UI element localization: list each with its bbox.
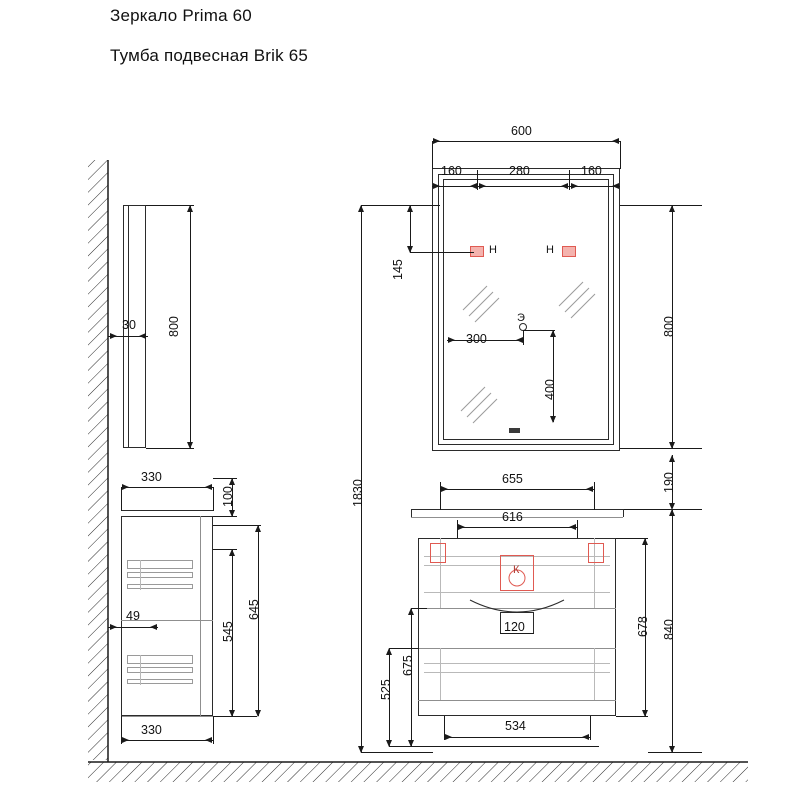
dim-cabinet-countertop-width: 655 [502, 472, 523, 486]
dim-616-arrow-r [569, 524, 576, 530]
page-title-line2: Тумба подвесная Brik 65 [110, 46, 309, 65]
dim-cabinet-siphon-width: 120 [504, 620, 525, 634]
dim-534-ext-r [590, 716, 591, 740]
dim-678-ext-bot [616, 716, 648, 717]
dim-side-cabinet-small: 49 [126, 609, 140, 623]
mirror-mark-e: Э [517, 312, 525, 324]
dim-cabinet-drawer-height: 525 [379, 679, 393, 701]
dim-616-arrow-l [458, 524, 465, 530]
dim-675-arrow-u [408, 608, 414, 615]
dim-678-ext-top [616, 538, 648, 539]
dim-616-ext-l [457, 520, 458, 538]
dim-side-cabinet-inner-height: 545 [221, 621, 235, 643]
dim-mirror-hang-horizontal: 300 [466, 332, 487, 346]
dim-534-line [444, 737, 590, 738]
dim-655-ext-r [594, 482, 595, 510]
dim-side-cabinet-top-offset: 100 [221, 486, 235, 508]
dim-840-arrow-u [669, 509, 675, 516]
dim-side-mirror-height: 800 [167, 316, 181, 338]
dim-675-ext-top [411, 608, 427, 609]
dim-mirror-total-width: 600 [511, 124, 532, 138]
dim-616-ext-r [577, 520, 578, 538]
dim-534-arrow-r [582, 734, 589, 740]
mirror-mark-h-right: H [546, 244, 554, 256]
dim-cabinet-hang-height: 675 [401, 655, 415, 677]
dim-655-arrow-l [441, 486, 448, 492]
dim-616-line [457, 527, 577, 528]
dim-678-arrow-u [642, 538, 648, 545]
dim-total-height: 1830 [351, 479, 365, 507]
dim-mirror-hang-top: 145 [391, 259, 405, 281]
page-title-line1: Зеркало Prima 60 [110, 6, 252, 25]
dim-side-cabinet-height: 645 [247, 599, 261, 621]
dim-525-arrow-u [386, 648, 392, 655]
dim-side-cabinet-depth-top: 330 [141, 470, 162, 484]
dim-655-ext-l [440, 482, 441, 510]
cabinet-mark-k: К [513, 564, 520, 576]
dim-cabinet-body-height: 678 [636, 616, 650, 638]
dim-534-arrow-l [445, 734, 452, 740]
dim-525-ext-bot [389, 746, 599, 747]
dim-mirror-left-seg: 160 [441, 164, 462, 178]
mirror-mark-h-left: H [489, 244, 497, 256]
dim-840-ext-bot [648, 752, 702, 753]
dim-mirror-mid-seg: 280 [509, 164, 530, 178]
dim-655-line [440, 489, 594, 490]
dim-mirror-height: 800 [662, 316, 676, 338]
dim-side-mirror-depth: 30 [122, 318, 136, 332]
dim-cabinet-drawer-width: 534 [505, 719, 526, 733]
dim-side-cabinet-depth-bottom: 330 [141, 723, 162, 737]
dim-cabinet-total-height: 840 [662, 619, 676, 641]
dim-mirror-hang-vertical: 400 [543, 379, 557, 401]
dim-534-ext-l [444, 716, 445, 740]
dim-655-arrow-r [586, 486, 593, 492]
dim-cabinet-body-width: 616 [502, 510, 523, 524]
dim-525-ext-top [389, 648, 419, 649]
dim-mirror-right-seg: 160 [581, 164, 602, 178]
dim-gap-mirror-cabinet: 190 [662, 472, 676, 494]
